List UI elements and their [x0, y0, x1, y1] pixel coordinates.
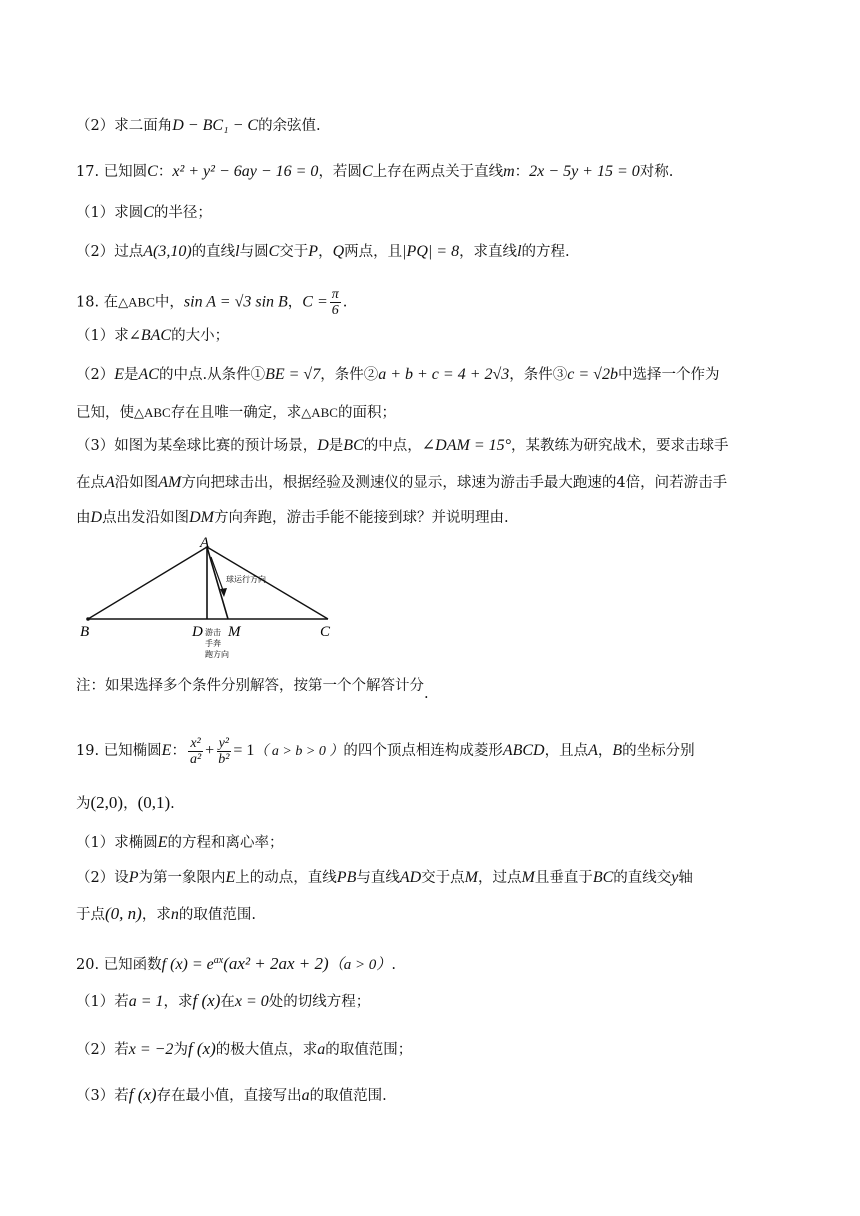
- q20-part2: [76, 1038, 820, 1061]
- text: （2）: [76, 367, 115, 383]
- text: （1）若: [76, 994, 129, 1010]
- math-var: D: [90, 509, 103, 526]
- label-M: M: [228, 624, 241, 640]
- text: （2）过点: [76, 244, 144, 260]
- text: ，: [287, 294, 303, 311]
- text: .: [342, 294, 348, 311]
- math-expr: BE = √7: [265, 366, 321, 383]
- math-var: P: [128, 869, 139, 886]
- q17-part1: [76, 202, 820, 224]
- q20-stem: [76, 950, 820, 976]
- text: 在: [220, 994, 235, 1010]
- text: 与圆: [239, 244, 269, 260]
- text: ，: [123, 796, 138, 812]
- math-expr: D − BC₁ − C: [172, 117, 259, 134]
- math-expr: △ABC: [134, 405, 171, 420]
- text: 的取值范围.: [309, 1088, 387, 1104]
- denominator: a²: [189, 751, 202, 767]
- q19-part1: [76, 832, 820, 854]
- math-expr: x = 0: [234, 993, 269, 1010]
- math-expr: c = √2b: [567, 366, 618, 383]
- math-expr: ∠DAM = 15°: [421, 437, 512, 454]
- text: ，某教练为研究战术，要求击球手: [511, 438, 729, 454]
- math-var: E: [157, 834, 168, 851]
- text: 已知，使: [76, 405, 134, 421]
- text: 17. 已知圆: [76, 164, 148, 180]
- text: ，过点: [478, 870, 522, 886]
- text: 19. 已知椭圆: [76, 743, 162, 759]
- math-expr: △ABC: [301, 405, 338, 420]
- text: .: [170, 796, 175, 812]
- fraction-pi-over-6: [330, 287, 341, 318]
- math-var: a: [301, 1087, 310, 1104]
- text: 的中点.从条件①: [158, 367, 266, 383]
- text: 点出发沿如图: [102, 510, 190, 526]
- q18-stem: [76, 287, 820, 318]
- math-var: M: [521, 869, 535, 886]
- text: （1）求圆: [76, 205, 144, 221]
- text: 与直线: [356, 870, 400, 886]
- math-expr: DM: [189, 509, 214, 526]
- numerator: y²: [218, 735, 229, 751]
- math-expr: (0,1): [137, 793, 171, 812]
- math-expr: (0, n): [105, 904, 142, 923]
- text: ：: [171, 743, 186, 759]
- note: [76, 675, 820, 702]
- math-expr: BAC: [140, 327, 172, 344]
- math-expr: AD: [399, 869, 422, 886]
- runner-label-3: 跑方向: [205, 650, 229, 659]
- math-var: l: [235, 243, 240, 260]
- math-expr: BC: [343, 437, 364, 454]
- label-B: B: [80, 624, 90, 640]
- math-expr: a = 1: [128, 993, 164, 1010]
- text: 的直线: [191, 244, 236, 260]
- math-expr: BC: [592, 869, 614, 886]
- math-expr: x = −2: [128, 1041, 174, 1058]
- q18-part1: [76, 325, 820, 347]
- text: 沿如图: [114, 475, 159, 491]
- math-expr: A(3,10): [143, 243, 192, 260]
- math-expr: AC: [138, 366, 159, 383]
- text: 存在且唯一确定，求: [170, 405, 302, 421]
- text: （3）如图为某垒球比赛的预计场景，: [76, 438, 318, 454]
- text: ，: [597, 743, 613, 759]
- label-A: A: [200, 535, 210, 551]
- text: ，求: [163, 994, 193, 1010]
- math-expr: PB: [336, 869, 357, 886]
- text: ，若圆: [318, 164, 362, 180]
- text: 两点，且: [344, 244, 403, 260]
- q16-part2: [76, 115, 820, 137]
- q18-part3: [76, 435, 820, 457]
- text: 在点: [76, 475, 105, 491]
- text: 上存在两点关于直线: [372, 164, 504, 180]
- math-var: Q: [332, 243, 345, 260]
- text: （1）求椭圆: [76, 835, 158, 851]
- math-var: C: [143, 204, 154, 221]
- math-expr: f (x): [128, 1085, 157, 1104]
- text: ，条件②: [320, 367, 379, 383]
- q20-part1: [76, 990, 820, 1013]
- text: 的直线交: [613, 870, 672, 886]
- text: 且垂直于: [534, 870, 593, 886]
- text: 20. 已知函数: [76, 956, 162, 973]
- math-expr: （a > 0）: [328, 956, 392, 973]
- text: 处的切线方程；: [268, 994, 371, 1010]
- text: 上的动点，直线: [235, 870, 337, 886]
- text: 的大小；: [171, 328, 230, 344]
- text: 为: [76, 796, 91, 812]
- text: 18. 在: [76, 294, 119, 311]
- numerator: π: [331, 287, 339, 302]
- text: 轴: [678, 870, 693, 886]
- text: 交于: [279, 244, 309, 260]
- math-var: a: [317, 1041, 326, 1058]
- text: 的半径；: [153, 205, 212, 221]
- text: 的极大值点，求: [215, 1042, 318, 1058]
- text: ，条件③: [509, 367, 568, 383]
- numerator: x²: [190, 735, 201, 751]
- text: 的方程和离心率；: [167, 835, 284, 851]
- segment-AB: [88, 547, 207, 619]
- q18-part2: [76, 364, 820, 386]
- math-expr: AM: [158, 474, 182, 491]
- q18-part3-cont2: [76, 507, 820, 529]
- math-var: E: [161, 742, 172, 759]
- math-var: M: [464, 869, 478, 886]
- denominator: 6: [331, 303, 339, 318]
- fraction-y2-b2: [216, 736, 231, 767]
- math-var: A: [588, 742, 598, 759]
- math-var: l: [517, 243, 522, 260]
- math-var: m: [503, 163, 515, 180]
- text: 由: [76, 510, 91, 526]
- text: .: [391, 956, 396, 973]
- text: （2）求二面角: [76, 118, 173, 134]
- math-expr: a + b + c = 4 + 2√3: [378, 366, 510, 383]
- q17-stem: [76, 161, 820, 183]
- math-expr: f (x) = e: [161, 955, 214, 973]
- text: 的取值范围；: [325, 1042, 413, 1058]
- q19-part2: [76, 867, 820, 889]
- math-expr: sin A = √3 sin B: [183, 293, 288, 311]
- text: 方向奔跑，游击手能不能接到球？并说明理由.: [213, 510, 509, 526]
- denominator: b²: [218, 751, 230, 767]
- math-expr: ABCD: [502, 742, 545, 759]
- math-expr: (ax² + 2ax + 2): [223, 953, 329, 973]
- text: .: [424, 686, 429, 702]
- text: （2）若: [76, 1042, 129, 1058]
- q18-part3-cont1: [76, 472, 820, 494]
- runner-label-2: 手奔: [205, 639, 221, 648]
- text: 为: [173, 1042, 188, 1058]
- math-var: A: [105, 474, 115, 491]
- ball-direction-arrow: [211, 557, 224, 593]
- math-expr: C =: [302, 293, 328, 311]
- math-var: C: [268, 243, 280, 260]
- text: 是: [124, 367, 139, 383]
- fraction-x2-a2: [188, 736, 203, 767]
- label-C: C: [320, 624, 331, 640]
- text: 的取值范围.: [178, 907, 256, 923]
- math-var: P: [308, 243, 319, 260]
- text: 的四个顶点相连构成菱形: [343, 743, 503, 759]
- q20-part3: [76, 1084, 820, 1107]
- math-var: B: [612, 742, 623, 759]
- text: 为第一象限内: [138, 870, 226, 886]
- text: 方向把球击出，根据经验及测速仪的显示，球速为游击手最大跑速的4倍，问若游击手: [181, 475, 728, 491]
- math-expr: f (x): [192, 991, 221, 1010]
- math-var: y: [671, 869, 679, 886]
- text: 的方程.: [521, 244, 570, 260]
- math-expr: (2,0): [90, 793, 124, 812]
- text: 中，: [154, 294, 184, 311]
- math-expr: △ABC: [118, 294, 155, 310]
- q19-part2-cont: [76, 903, 820, 926]
- text: 中选择一个作为: [617, 367, 720, 383]
- q19-stem: 19. 已知椭圆E： $\frac{\text{x²}}{\text{a²}}$ + $\frac{\text{y²}}{\text{b²}}$ = 1（ a > b > 0 ）的四个顶点相连构成菱形ABCD，且点A，B的坐标分别: [76, 735, 695, 767]
- text: 的余弦值.: [258, 118, 321, 134]
- math-exponent: ax: [213, 955, 224, 966]
- math-var: E: [114, 366, 125, 383]
- text: 于点: [76, 907, 105, 923]
- math-var: n: [170, 906, 179, 923]
- text: 的坐标分别: [622, 743, 695, 759]
- text: 对称.: [639, 164, 674, 180]
- q17-part2: [76, 241, 820, 263]
- math-var: D: [317, 437, 329, 454]
- math-expr: |PQ| = 8: [402, 243, 460, 260]
- label-D: D: [192, 624, 203, 640]
- text: （1）求∠: [76, 328, 141, 344]
- text: 注：如果选择多个条件分别解答，按第一个个解答计分: [76, 678, 424, 694]
- text: ，且点: [544, 743, 589, 759]
- text: ，: [318, 244, 333, 260]
- text: 的中点，: [363, 438, 422, 454]
- math-var: C: [361, 163, 373, 180]
- ball-direction-label: 球运行方向: [226, 575, 266, 584]
- text: ：: [157, 164, 173, 180]
- point-B: [86, 617, 90, 621]
- triangle-figure: [76, 535, 376, 665]
- q19-stem-cont: [76, 792, 820, 815]
- text: 存在最小值，直接写出: [156, 1088, 302, 1104]
- text: 的面积；: [337, 405, 396, 421]
- math-expr: f (x): [187, 1039, 216, 1058]
- text: ，求直线: [459, 244, 518, 260]
- text: （2）设: [76, 870, 129, 886]
- text: 是: [328, 438, 344, 454]
- runner-label-1: 游击: [205, 628, 221, 637]
- text: ：: [514, 164, 530, 180]
- math-expr: 2x − 5y + 15 = 0: [529, 163, 640, 180]
- math-var: C: [147, 163, 158, 180]
- text: ，求: [141, 907, 171, 923]
- math-expr: = 1: [233, 742, 255, 759]
- math-expr: x² + y² − 6ay − 16 = 0: [172, 163, 319, 180]
- text: （3）若: [76, 1088, 129, 1104]
- math-expr: （ a > b > 0 ）: [254, 744, 344, 759]
- q18-part2-cont: [76, 402, 820, 424]
- math-var: E: [225, 869, 236, 886]
- text: 交于点: [421, 870, 465, 886]
